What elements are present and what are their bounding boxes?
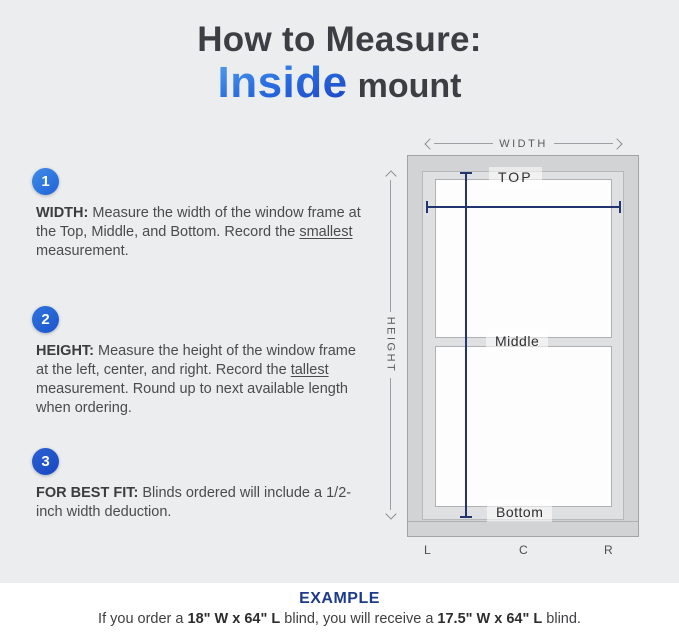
example-ordered-size: 18" W x 64" L bbox=[187, 611, 281, 627]
step-1-text-post: measurement. bbox=[36, 243, 129, 259]
marker-right: R bbox=[604, 543, 614, 557]
step-2-text-pre: Measure the height of the window frame at the left, center, and right. Record the bbox=[36, 343, 356, 378]
step-2 bbox=[30, 306, 366, 418]
step-1-number-badge: 1 bbox=[32, 168, 59, 195]
width-arrow bbox=[426, 137, 621, 150]
step-2-underlined-word: tallest bbox=[290, 362, 329, 378]
example-received-size: 17.5" W x 64" L bbox=[437, 611, 543, 627]
height-arrow-label: HEIGHT bbox=[384, 316, 397, 374]
step-1 bbox=[30, 168, 366, 261]
width-measure-line bbox=[426, 206, 621, 208]
page-title bbox=[0, 22, 679, 105]
example-sentence bbox=[0, 611, 679, 627]
step-2-number-badge: 2 bbox=[32, 306, 59, 333]
step-3-term: FOR BEST FIT: bbox=[36, 485, 139, 501]
step-3-text-pre: Blinds ordered will include a 1/2-inch width deduction. bbox=[36, 485, 352, 520]
step-2-description bbox=[36, 342, 366, 418]
title-line1: How to Measure: bbox=[197, 20, 482, 59]
step-1-term: WIDTH: bbox=[36, 205, 89, 221]
arrow-line bbox=[554, 143, 613, 144]
label-bottom: Bottom bbox=[487, 502, 552, 522]
arrow-left-icon bbox=[424, 138, 435, 149]
height-arrow bbox=[384, 172, 397, 518]
arrow-line bbox=[390, 180, 391, 312]
width-arrow-label: WIDTH bbox=[499, 137, 548, 150]
arrow-right-icon bbox=[611, 138, 622, 149]
window-pane-bottom bbox=[435, 346, 612, 507]
example-text-1: If you order a bbox=[98, 611, 188, 627]
step-3-number-badge: 3 bbox=[32, 448, 59, 475]
arrow-line bbox=[434, 143, 493, 144]
label-top: TOP bbox=[489, 167, 542, 187]
step-2-text-post: measurement. Round up to next available length when ordering. bbox=[36, 381, 348, 416]
height-measure-line bbox=[465, 172, 467, 518]
step-1-text-pre: Measure the width of the window frame at the Top, Middle, and Bottom. Record the bbox=[36, 205, 361, 240]
example-text-2: blind, you will receive a bbox=[280, 611, 438, 627]
title-line2 bbox=[0, 58, 679, 107]
title-highlight: Inside bbox=[217, 58, 348, 107]
step-3 bbox=[30, 448, 366, 522]
label-middle: Middle bbox=[486, 331, 548, 351]
window-pane-top bbox=[435, 179, 612, 338]
step-1-underlined-word: smallest bbox=[299, 224, 353, 240]
step-2-term: HEIGHT: bbox=[36, 343, 94, 359]
example-heading: EXAMPLE bbox=[299, 590, 380, 607]
marker-left: L bbox=[424, 543, 432, 557]
step-1-description bbox=[36, 204, 366, 261]
arrow-down-icon bbox=[385, 508, 396, 519]
example-section bbox=[0, 583, 679, 642]
arrow-up-icon bbox=[385, 170, 396, 181]
example-text-3: blind. bbox=[542, 611, 581, 627]
marker-center: C bbox=[519, 543, 529, 557]
title-rest: mount bbox=[357, 67, 462, 105]
step-3-description bbox=[36, 484, 366, 522]
arrow-line bbox=[390, 378, 391, 510]
